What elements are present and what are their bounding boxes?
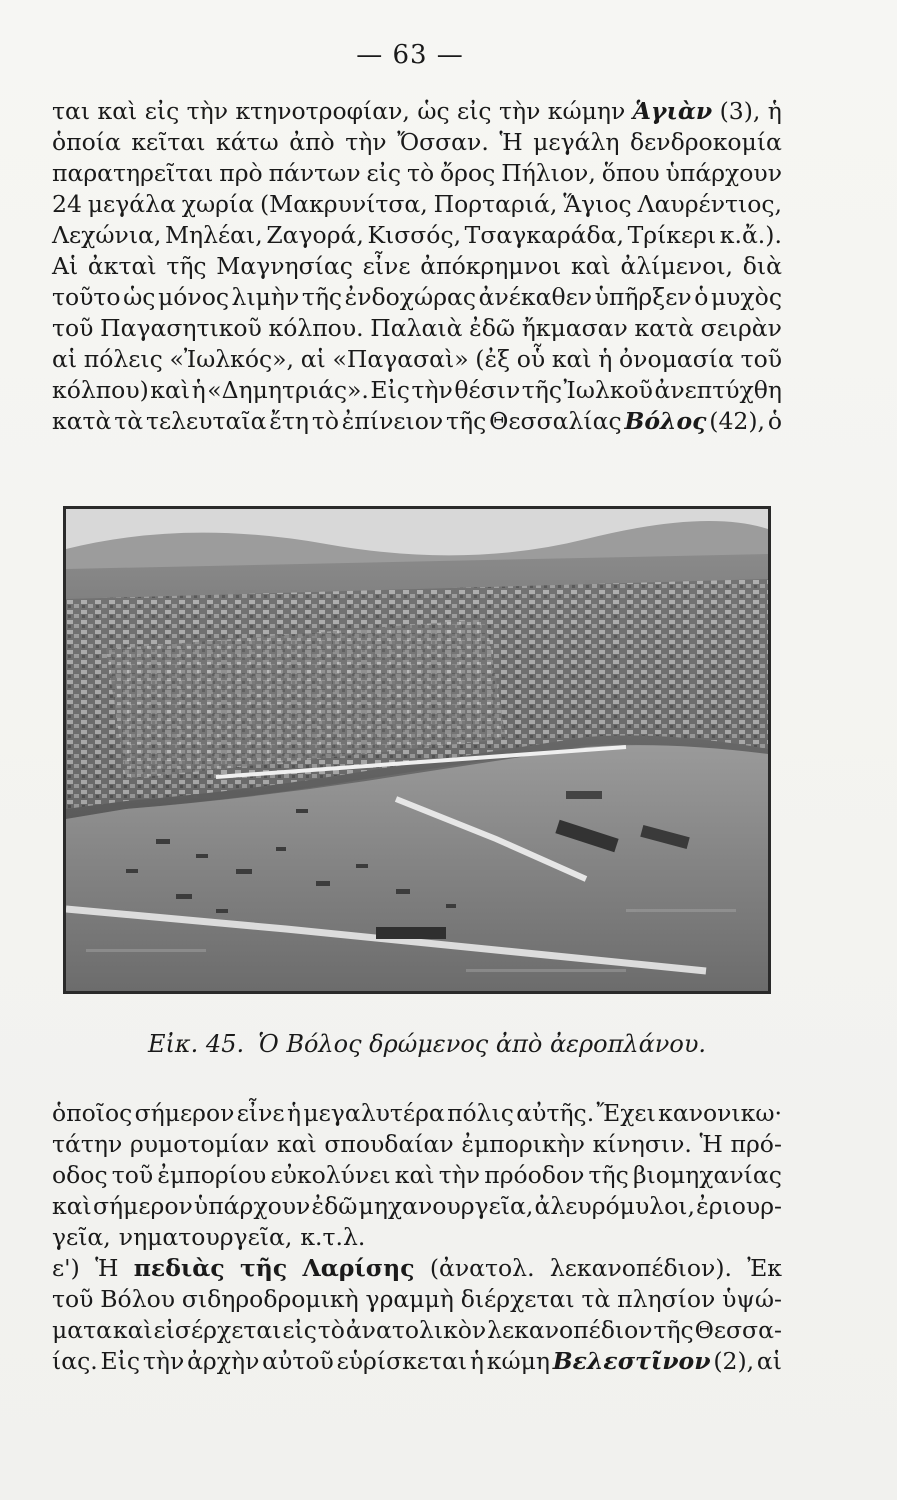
word: αἱ bbox=[300, 345, 326, 373]
word: ἐπίνειον bbox=[341, 407, 444, 435]
word: ἐμπορικὴν bbox=[461, 1130, 585, 1158]
word: τῆς bbox=[653, 1316, 694, 1344]
word: τὴν bbox=[345, 128, 387, 156]
word: τὴν bbox=[438, 1161, 481, 1189]
word: ἡ bbox=[598, 345, 613, 373]
word: τελευταῖα bbox=[145, 407, 267, 435]
word: ε') bbox=[52, 1254, 80, 1282]
word: τὴν bbox=[499, 97, 541, 125]
word: «Ἰωλκός», bbox=[169, 345, 295, 373]
word: λεκανοπέδιον bbox=[487, 1316, 653, 1344]
word: τὸ bbox=[311, 407, 339, 435]
word: κατὰ bbox=[634, 314, 694, 342]
word: ἀρχὴν bbox=[187, 1347, 260, 1375]
word: Ἡ bbox=[499, 128, 523, 156]
text-line bbox=[52, 1222, 782, 1253]
word: γεῖα, bbox=[52, 1223, 111, 1251]
word: Ἡ bbox=[95, 1254, 119, 1282]
word: ὅπου bbox=[601, 159, 660, 187]
word: κώμη bbox=[486, 1347, 550, 1375]
word: πρὸ bbox=[219, 159, 263, 187]
word: Πήλιον, bbox=[501, 159, 596, 187]
word: ὄρος bbox=[440, 159, 496, 187]
word: οδος bbox=[52, 1161, 108, 1189]
word: γραμμὴ bbox=[365, 1285, 454, 1313]
text-line bbox=[52, 1253, 782, 1284]
word: σήμερον bbox=[134, 1099, 235, 1127]
word: ἀπόκρημνοι bbox=[420, 252, 562, 280]
word: ἀνατολικὸν bbox=[345, 1316, 487, 1344]
paragraph-top bbox=[52, 96, 782, 437]
word: εὑρίσκεται bbox=[336, 1347, 468, 1375]
text-line bbox=[52, 1284, 782, 1315]
word: (ἐξ bbox=[475, 345, 511, 373]
word: μόνος bbox=[157, 283, 230, 311]
word: Θεσσα- bbox=[694, 1316, 782, 1344]
word: ἡ bbox=[767, 97, 782, 125]
word: ἀπὸ bbox=[289, 128, 335, 156]
word: εἰσέρχεται bbox=[153, 1316, 282, 1344]
word: ὑπάρχουν bbox=[193, 1192, 311, 1220]
text-line bbox=[52, 282, 782, 313]
ship-3 bbox=[376, 927, 446, 939]
word: ἀλευρόμυλοι, bbox=[534, 1192, 695, 1220]
word: Τρίκερι bbox=[627, 221, 717, 249]
word: πάντων bbox=[268, 159, 361, 187]
text-line bbox=[52, 158, 782, 189]
word: τὴν bbox=[411, 376, 453, 404]
word: ἐδῶ bbox=[469, 314, 516, 342]
word: Ἰωλκοῦ bbox=[563, 376, 653, 404]
word: ρυμοτομίαν bbox=[129, 1130, 270, 1158]
word: καὶ bbox=[150, 376, 191, 404]
page-number: — 63 — bbox=[356, 40, 464, 70]
word: τὸ bbox=[406, 159, 435, 187]
word: ματα bbox=[52, 1316, 113, 1344]
word: αἱ bbox=[756, 1347, 782, 1375]
word: Βόλου bbox=[100, 1285, 176, 1313]
word: νηματουργεῖα, bbox=[118, 1223, 293, 1251]
word: πρόοδον bbox=[484, 1161, 585, 1189]
word: καὶ bbox=[570, 252, 611, 280]
word: τοῦτο bbox=[52, 283, 121, 311]
word: λιμὴν bbox=[231, 283, 300, 311]
text-line bbox=[52, 1346, 782, 1377]
word: Βόλος bbox=[624, 407, 707, 435]
word: Κισσός, bbox=[367, 221, 462, 249]
text-line bbox=[52, 1191, 782, 1222]
word: πόλις bbox=[447, 1099, 514, 1127]
text-line bbox=[52, 1129, 782, 1160]
word: Λαυρέντιος, bbox=[637, 190, 782, 218]
text-line bbox=[52, 375, 782, 406]
word: Ἁγιὰν bbox=[632, 97, 713, 125]
word: τοῦ bbox=[52, 314, 94, 342]
text-line bbox=[52, 127, 782, 158]
word: τοῦ bbox=[52, 1285, 94, 1313]
word: ἐμπορίου bbox=[157, 1161, 267, 1189]
word: κόλπου. bbox=[268, 314, 364, 342]
word: ὀνομασία bbox=[619, 345, 734, 373]
word: ἤκμασαν bbox=[521, 314, 628, 342]
word: Ἡ bbox=[699, 1130, 723, 1158]
word: καὶ bbox=[112, 1316, 153, 1344]
word: εἰς bbox=[366, 159, 402, 187]
word: τῆς bbox=[446, 407, 487, 435]
word: τῆς bbox=[301, 283, 343, 311]
figure-caption bbox=[148, 1030, 706, 1058]
word: «Δημητριάς». bbox=[207, 376, 369, 404]
word: μεγαλυτέρα bbox=[303, 1099, 445, 1127]
word: ὁποία bbox=[52, 128, 121, 156]
word: καὶ bbox=[97, 97, 138, 125]
word: τὴν bbox=[142, 1347, 185, 1375]
word: τὰ bbox=[114, 407, 144, 435]
word: πόλεις bbox=[83, 345, 163, 373]
word: τὰ bbox=[581, 1285, 611, 1313]
word: (3), bbox=[719, 97, 761, 125]
word: Ἅγιος bbox=[563, 190, 632, 218]
word: Θεσσαλίας bbox=[489, 407, 622, 435]
word: Εἰς bbox=[100, 1347, 141, 1375]
word: Παλαιὰ bbox=[370, 314, 463, 342]
word: κεῖται bbox=[131, 128, 206, 156]
word: εἰς bbox=[457, 97, 492, 125]
word: κανονικω· bbox=[658, 1099, 782, 1127]
word: κατὰ bbox=[52, 407, 112, 435]
word: μεγάλη bbox=[533, 128, 620, 156]
word: πρό- bbox=[730, 1130, 782, 1158]
word: Αἱ bbox=[52, 252, 79, 280]
word: ἀνεπτύχθη bbox=[654, 376, 782, 404]
word: ται bbox=[52, 97, 91, 125]
ship-4 bbox=[566, 791, 602, 799]
word: τοῦ bbox=[740, 345, 782, 373]
word: δενδροκομία bbox=[629, 128, 782, 156]
text-line bbox=[52, 1160, 782, 1191]
word: ἀνέκαθεν bbox=[478, 283, 593, 311]
word: εἶνε bbox=[362, 252, 411, 280]
word: τάτην bbox=[52, 1130, 123, 1158]
word: ἐδῶ bbox=[311, 1192, 358, 1220]
word: ἀκταὶ bbox=[87, 252, 157, 280]
word: ἐριουρ- bbox=[696, 1192, 782, 1220]
word: ὡς bbox=[123, 283, 156, 311]
word: τῆς bbox=[521, 376, 562, 404]
word: κ.ἄ.). bbox=[719, 221, 782, 249]
word: αὐτοῦ bbox=[262, 1347, 334, 1375]
word: ὁποῖος bbox=[52, 1099, 133, 1127]
word: πεδιὰς bbox=[133, 1254, 225, 1282]
word: καὶ bbox=[551, 345, 592, 373]
word: διέρχεται bbox=[460, 1285, 575, 1313]
word: Βελεστῖνον bbox=[552, 1347, 711, 1375]
word: σειρὰν bbox=[700, 314, 782, 342]
word: τῆς bbox=[239, 1254, 288, 1282]
word: ἀλίμενοι, bbox=[620, 252, 734, 280]
word: τοῦ bbox=[111, 1161, 154, 1189]
word: θέσιν bbox=[454, 376, 521, 404]
word: μηχανουργεῖα, bbox=[358, 1192, 534, 1220]
aerial-photo-volos bbox=[63, 506, 771, 994]
word: Ἐκ bbox=[747, 1254, 782, 1282]
word: Πορταριά, bbox=[433, 190, 558, 218]
word: σιδηροδρομικὴ bbox=[181, 1285, 359, 1313]
text-line bbox=[52, 189, 782, 220]
text-line bbox=[52, 344, 782, 375]
word: κόλπου) bbox=[52, 376, 149, 404]
word: αὐτῆς. bbox=[516, 1099, 595, 1127]
word: Παγασητικοῦ bbox=[100, 314, 262, 342]
text-line bbox=[52, 251, 782, 282]
word: σήμερον bbox=[92, 1192, 193, 1220]
word: ὁ bbox=[694, 283, 709, 311]
word: παρατηρεῖται bbox=[52, 159, 214, 187]
word: «Παγασαὶ» bbox=[332, 345, 469, 373]
text-line bbox=[52, 1098, 782, 1129]
word: Λαρίσης bbox=[302, 1254, 415, 1282]
word: ὡς bbox=[417, 97, 450, 125]
paragraph-bottom bbox=[52, 1098, 782, 1377]
word: (ἀνατολ. bbox=[429, 1254, 535, 1282]
figure-label: Εἰκ. 45. bbox=[148, 1030, 245, 1058]
word: βιομηχανίας bbox=[632, 1161, 782, 1189]
word: εἰς bbox=[144, 97, 180, 125]
word: κ.τ.λ. bbox=[300, 1223, 366, 1251]
word: καὶ bbox=[52, 1192, 92, 1220]
word: Ὄσσαν. bbox=[397, 128, 489, 156]
word: ὑπῆρξεν bbox=[594, 283, 692, 311]
text-line bbox=[52, 1315, 782, 1346]
word: (2), bbox=[713, 1347, 755, 1375]
word: ἔτη bbox=[269, 407, 309, 435]
word: Ἔχει bbox=[596, 1099, 656, 1127]
word: 24 bbox=[52, 190, 82, 218]
text-line bbox=[52, 406, 782, 437]
word: λεκανοπέδιον). bbox=[549, 1254, 732, 1282]
word: Μηλέαι, bbox=[164, 221, 263, 249]
word: Μαγνησίας bbox=[216, 252, 353, 280]
word: πλησίον bbox=[617, 1285, 716, 1313]
word: κάτω bbox=[216, 128, 279, 156]
word: (Μακρυνίτσα, bbox=[259, 190, 428, 218]
word: τῆς bbox=[166, 252, 207, 280]
word: ίας. bbox=[52, 1347, 98, 1375]
word: ὁ bbox=[767, 407, 782, 435]
word: Ζαγορά, bbox=[266, 221, 364, 249]
text-line bbox=[52, 313, 782, 344]
word: ὑπάρχουν bbox=[665, 159, 782, 187]
word: χωρία bbox=[181, 190, 255, 218]
word: σπουδαίαν bbox=[324, 1130, 454, 1158]
word: ἡ bbox=[469, 1347, 484, 1375]
word: οὗ bbox=[516, 345, 546, 373]
word: Λεχώνια, bbox=[52, 221, 162, 249]
word: ὑψώ- bbox=[722, 1285, 782, 1313]
word: τῆς bbox=[588, 1161, 629, 1189]
word: εἶνε bbox=[236, 1099, 285, 1127]
figure-caption-text: Ὁ Βόλος δρώμενος ἀπὸ ἀεροπλάνου. bbox=[258, 1030, 707, 1058]
word: μεγάλα bbox=[87, 190, 176, 218]
word: αἱ bbox=[52, 345, 78, 373]
word: διὰ bbox=[742, 252, 782, 280]
word: καὶ bbox=[276, 1130, 317, 1158]
text-line bbox=[52, 96, 782, 127]
word: μυχὸς bbox=[710, 283, 782, 311]
word: Τσαγκαράδα, bbox=[464, 221, 625, 249]
word: εἰς bbox=[282, 1316, 317, 1344]
word: ἡ bbox=[191, 376, 206, 404]
word: ἐνδοχώρας bbox=[344, 283, 477, 311]
word: κίνησιν. bbox=[592, 1130, 692, 1158]
word: τὸ bbox=[317, 1316, 345, 1344]
word: εὐκολύνει bbox=[270, 1161, 391, 1189]
text-line bbox=[52, 220, 782, 251]
word: (42), bbox=[709, 407, 766, 435]
word: τὴν bbox=[186, 97, 229, 125]
word: Εἰς bbox=[370, 376, 410, 404]
word: ἡ bbox=[286, 1099, 302, 1127]
word: καὶ bbox=[394, 1161, 435, 1189]
word: κώμην bbox=[547, 97, 626, 125]
word: κτηνοτροφίαν, bbox=[235, 97, 410, 125]
